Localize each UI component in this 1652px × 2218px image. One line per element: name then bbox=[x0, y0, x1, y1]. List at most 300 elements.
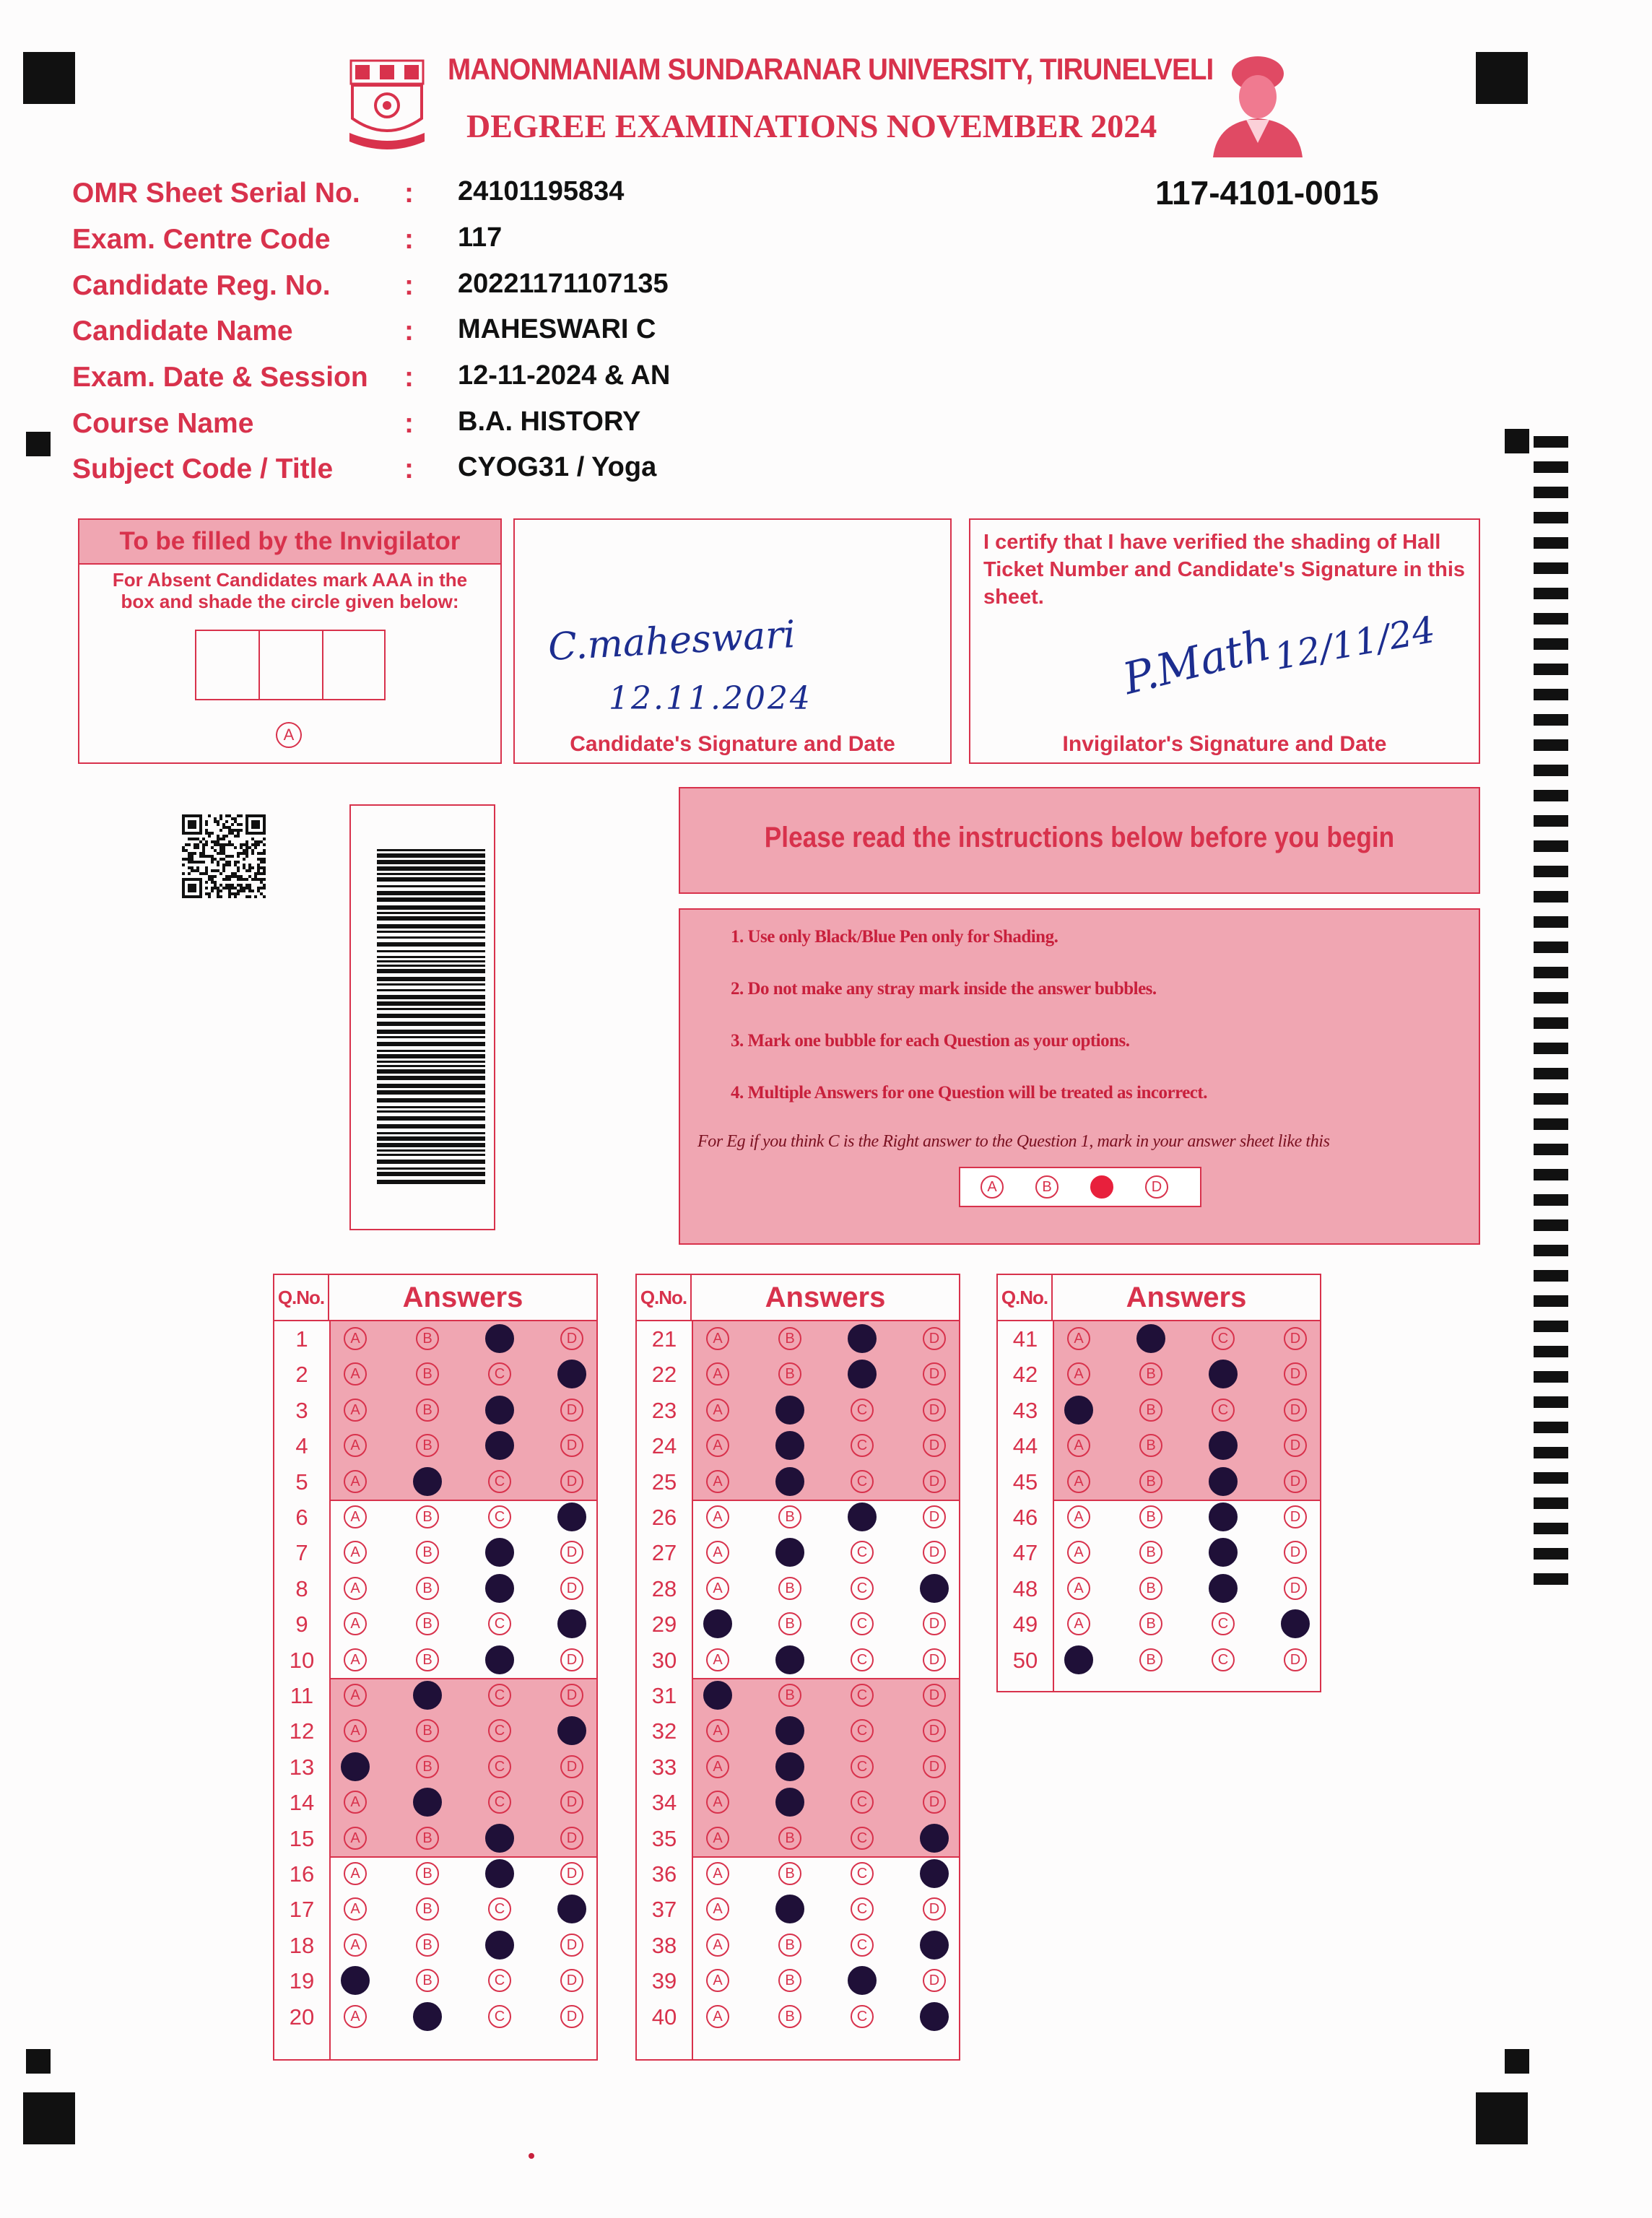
answer-bubble-b[interactable]: B bbox=[416, 1648, 439, 1671]
detail-colon: : bbox=[404, 408, 414, 439]
answer-bubble-b[interactable]: B bbox=[778, 1934, 801, 1957]
timing-mark bbox=[1534, 891, 1568, 903]
question-number: 14 bbox=[289, 1790, 315, 1816]
invigilator-sign-date: 12/11/24 bbox=[1271, 608, 1438, 679]
answer-bubble-c[interactable]: C bbox=[488, 1505, 511, 1528]
answer-bubble-a[interactable]: A bbox=[344, 1719, 367, 1742]
university-logo bbox=[347, 58, 427, 152]
question-row bbox=[998, 1357, 1320, 1392]
question-number: 46 bbox=[1012, 1505, 1038, 1530]
question-row bbox=[637, 1500, 959, 1535]
answer-bubble-c[interactable] bbox=[1209, 1431, 1238, 1460]
answer-bubble-a[interactable]: A bbox=[1067, 1612, 1090, 1635]
answer-bubble-c[interactable] bbox=[1209, 1538, 1238, 1567]
answer-bubble-a[interactable]: A bbox=[706, 1862, 729, 1885]
timing-mark bbox=[1534, 1043, 1568, 1054]
question-number: 50 bbox=[1012, 1647, 1038, 1673]
answer-bubble-d[interactable]: D bbox=[923, 1399, 946, 1422]
answer-bubble-b[interactable]: B bbox=[416, 1612, 439, 1635]
question-row bbox=[637, 1999, 959, 2035]
question-number: 49 bbox=[1012, 1612, 1038, 1638]
question-row bbox=[274, 1785, 596, 1820]
answer-bubble-d[interactable]: D bbox=[923, 1612, 946, 1635]
answer-bubble-b[interactable]: B bbox=[1139, 1399, 1162, 1422]
absent-mark-boxes[interactable] bbox=[195, 630, 386, 700]
question-number: 2 bbox=[295, 1362, 308, 1388]
question-number: 34 bbox=[651, 1790, 677, 1816]
answer-bubble-d[interactable] bbox=[920, 1859, 949, 1888]
answer-bubble-b[interactable] bbox=[775, 1467, 804, 1496]
timing-mark bbox=[1534, 1295, 1568, 1307]
question-number: 19 bbox=[289, 1968, 315, 1994]
question-number: 28 bbox=[651, 1575, 677, 1601]
answer-bubble-c[interactable] bbox=[485, 1324, 514, 1353]
answer-bubble-b[interactable]: B bbox=[778, 1577, 801, 1600]
answer-bubble-c[interactable] bbox=[485, 1645, 514, 1674]
answer-bubble-d[interactable] bbox=[920, 1931, 949, 1960]
stray-mark bbox=[529, 2153, 534, 2159]
answer-bubble-a[interactable]: A bbox=[344, 1541, 367, 1564]
answer-bubble-b[interactable]: B bbox=[778, 1362, 801, 1386]
question-row bbox=[274, 1713, 596, 1749]
question-number: 20 bbox=[289, 2004, 315, 2030]
question-row bbox=[637, 1535, 959, 1570]
answer-bubble-c[interactable] bbox=[485, 1859, 514, 1888]
answer-bubble-b[interactable]: B bbox=[778, 1827, 801, 1850]
answer-bubble-a[interactable]: A bbox=[1067, 1577, 1090, 1600]
sheet-code: 117-4101-0015 bbox=[1155, 174, 1379, 212]
answer-bubble-d[interactable] bbox=[557, 1895, 586, 1923]
answer-bubble-b[interactable]: B bbox=[1139, 1577, 1162, 1600]
answer-bubble-d[interactable]: D bbox=[923, 1327, 946, 1350]
timing-mark bbox=[1534, 638, 1568, 650]
answer-bubble-a[interactable]: A bbox=[344, 1470, 367, 1493]
answer-bubble-a[interactable]: A bbox=[706, 1577, 729, 1600]
detail-colon: : bbox=[404, 224, 414, 255]
answer-bubble-a[interactable]: A bbox=[344, 2005, 367, 2028]
answer-bubble-b[interactable]: B bbox=[416, 1934, 439, 1957]
answer-grid bbox=[996, 1274, 1321, 1692]
answer-bubble-c[interactable]: C bbox=[851, 1934, 874, 1957]
answer-bubble-d[interactable]: D bbox=[560, 1577, 583, 1600]
answer-bubble-c[interactable] bbox=[1209, 1360, 1238, 1388]
timing-mark bbox=[1534, 1447, 1568, 1458]
answer-bubble-c[interactable] bbox=[485, 1824, 514, 1853]
answer-bubble-a[interactable]: A bbox=[706, 1327, 729, 1350]
answer-bubble-d[interactable]: D bbox=[1284, 1505, 1307, 1528]
answers-header: Answers bbox=[402, 1282, 523, 1313]
timing-mark bbox=[1534, 588, 1568, 599]
answer-bubble-a[interactable]: A bbox=[344, 1505, 367, 1528]
answer-bubble-a[interactable]: A bbox=[344, 1577, 367, 1600]
answer-bubble-b[interactable]: B bbox=[778, 1612, 801, 1635]
answer-bubble-d[interactable]: D bbox=[560, 1541, 583, 1564]
answer-bubble-c[interactable]: C bbox=[488, 2005, 511, 2028]
question-number: 7 bbox=[295, 1540, 308, 1566]
question-number: 27 bbox=[651, 1540, 677, 1566]
answer-bubble-a[interactable]: A bbox=[706, 1897, 729, 1921]
answer-bubble-c[interactable]: C bbox=[1212, 1399, 1235, 1422]
answer-bubble-a[interactable]: A bbox=[706, 1470, 729, 1493]
answer-bubble-a[interactable]: A bbox=[706, 1362, 729, 1386]
detail-value: 20221171107135 bbox=[458, 269, 669, 299]
answer-bubble-a[interactable]: A bbox=[706, 1934, 729, 1957]
answer-bubble-a[interactable]: A bbox=[706, 1434, 729, 1457]
question-row bbox=[998, 1606, 1320, 1642]
answer-bubble-d[interactable]: D bbox=[560, 2005, 583, 2028]
registration-mark bbox=[1476, 2092, 1528, 2144]
answer-bubble-c[interactable]: C bbox=[851, 2005, 874, 2028]
answer-bubble-b[interactable]: B bbox=[416, 1969, 439, 1992]
answer-bubble-b[interactable] bbox=[775, 1645, 804, 1674]
answer-bubble-b[interactable]: B bbox=[416, 1719, 439, 1742]
answer-bubble-c[interactable]: C bbox=[851, 1612, 874, 1635]
answer-bubble-b[interactable]: B bbox=[416, 1399, 439, 1422]
answer-bubble-b[interactable]: B bbox=[416, 1897, 439, 1921]
answer-bubble-d[interactable]: D bbox=[1284, 1399, 1307, 1422]
answer-bubble-d[interactable] bbox=[1281, 1609, 1310, 1638]
answer-bubble-d[interactable]: D bbox=[923, 1505, 946, 1528]
detail-label: Exam. Centre Code bbox=[72, 224, 331, 255]
answer-bubble-c[interactable]: C bbox=[1212, 1327, 1235, 1350]
question-number: 48 bbox=[1012, 1575, 1038, 1601]
answer-bubble-b[interactable]: B bbox=[778, 1327, 801, 1350]
answer-bubble-d[interactable]: D bbox=[923, 1791, 946, 1814]
answer-bubble-d[interactable]: D bbox=[560, 1862, 583, 1885]
answer-bubble-c[interactable] bbox=[485, 1538, 514, 1567]
answer-bubble-d[interactable]: D bbox=[923, 1897, 946, 1921]
timing-mark bbox=[1534, 1017, 1568, 1029]
answer-bubble-b[interactable]: B bbox=[1139, 1505, 1162, 1528]
answer-bubble-c[interactable]: C bbox=[488, 1362, 511, 1386]
answer-bubble-d[interactable]: D bbox=[1284, 1327, 1307, 1350]
timing-mark bbox=[1534, 765, 1568, 776]
answer-bubble-c[interactable]: C bbox=[488, 1719, 511, 1742]
answer-bubble-d[interactable]: D bbox=[1284, 1577, 1307, 1600]
answer-bubble-b[interactable] bbox=[413, 1467, 442, 1496]
example-bubble: A bbox=[981, 1175, 1004, 1199]
answer-bubble-a[interactable]: A bbox=[344, 1362, 367, 1386]
answer-bubble-c[interactable] bbox=[848, 1324, 877, 1353]
answer-bubble-d[interactable] bbox=[920, 2002, 949, 2031]
question-row bbox=[274, 1749, 596, 1785]
candidate-signature-box bbox=[513, 518, 952, 764]
answer-bubble-d[interactable]: D bbox=[1284, 1434, 1307, 1457]
answer-bubble-a[interactable]: A bbox=[1067, 1470, 1090, 1493]
answer-bubble-c[interactable]: C bbox=[851, 1648, 874, 1671]
answer-bubble-b[interactable]: B bbox=[416, 1827, 439, 1850]
candidate-signature: C.maheswari bbox=[547, 613, 797, 669]
answer-bubble-a[interactable]: A bbox=[344, 1399, 367, 1422]
timing-mark bbox=[1534, 1169, 1568, 1180]
founder-portrait bbox=[1207, 52, 1308, 157]
timing-mark bbox=[1534, 815, 1568, 827]
timing-mark bbox=[1534, 1346, 1568, 1357]
answer-bubble-a[interactable]: A bbox=[1067, 1541, 1090, 1564]
question-number: 30 bbox=[651, 1647, 677, 1673]
timing-mark bbox=[1534, 1270, 1568, 1282]
answer-bubble-a[interactable]: A bbox=[706, 1399, 729, 1422]
answer-bubble-d[interactable]: D bbox=[560, 1470, 583, 1493]
question-row bbox=[637, 1643, 959, 1678]
answer-bubble-a[interactable]: A bbox=[344, 1791, 367, 1814]
answer-bubble-d[interactable]: D bbox=[560, 1684, 583, 1707]
answer-bubble-d[interactable]: D bbox=[1284, 1470, 1307, 1493]
answer-bubble-d[interactable] bbox=[557, 1716, 586, 1745]
answer-bubble-d[interactable]: D bbox=[923, 1755, 946, 1778]
answer-bubble-c[interactable]: C bbox=[851, 1399, 874, 1422]
answer-bubble-a[interactable] bbox=[341, 1752, 370, 1781]
answer-bubble-b[interactable]: B bbox=[416, 1862, 439, 1885]
answer-bubble-b[interactable]: B bbox=[416, 1577, 439, 1600]
question-number: 25 bbox=[651, 1469, 677, 1495]
answer-bubble-b[interactable] bbox=[775, 1716, 804, 1745]
answer-bubble-b[interactable]: B bbox=[1139, 1541, 1162, 1564]
answer-bubble-a[interactable]: A bbox=[706, 2005, 729, 2028]
answer-bubble-c[interactable]: C bbox=[851, 1755, 874, 1778]
question-row bbox=[637, 1785, 959, 1820]
answer-bubble-a[interactable]: A bbox=[344, 1327, 367, 1350]
detail-value: CYOG31 / Yoga bbox=[458, 452, 657, 482]
answer-bubble-a[interactable]: A bbox=[706, 1719, 729, 1742]
answer-bubble-b[interactable]: B bbox=[778, 2005, 801, 2028]
answer-bubble-d[interactable]: D bbox=[923, 1434, 946, 1457]
answer-bubble-c[interactable] bbox=[485, 1396, 514, 1425]
answer-bubble-a[interactable]: A bbox=[344, 1612, 367, 1635]
answer-bubble-b[interactable]: B bbox=[416, 1755, 439, 1778]
question-row bbox=[274, 1393, 596, 1428]
question-row bbox=[637, 1464, 959, 1500]
answer-bubble-a[interactable]: A bbox=[344, 1684, 367, 1707]
answer-bubble-c[interactable] bbox=[848, 1966, 877, 1995]
question-number: 44 bbox=[1012, 1433, 1038, 1459]
detail-colon: : bbox=[404, 453, 414, 484]
answer-bubble-c[interactable] bbox=[485, 1931, 514, 1960]
answer-bubble-a[interactable]: A bbox=[706, 1791, 729, 1814]
answer-bubble-a[interactable]: A bbox=[344, 1934, 367, 1957]
timing-mark bbox=[1534, 1472, 1568, 1484]
timing-mark bbox=[1534, 664, 1568, 675]
answer-bubble-a[interactable]: A bbox=[706, 1969, 729, 1992]
answer-bubble-b[interactable] bbox=[1136, 1324, 1165, 1353]
answer-bubble-d[interactable] bbox=[920, 1824, 949, 1853]
answer-bubble-d[interactable]: D bbox=[560, 1969, 583, 1992]
answer-bubble-c[interactable]: C bbox=[851, 1434, 874, 1457]
example-bubble: D bbox=[1145, 1175, 1168, 1199]
answer-bubble-c[interactable]: C bbox=[851, 1541, 874, 1564]
detail-label: Candidate Reg. No. bbox=[72, 270, 331, 301]
answer-bubble-b[interactable] bbox=[413, 1681, 442, 1710]
answer-bubble-b[interactable] bbox=[413, 2002, 442, 2031]
answer-bubble-b[interactable]: B bbox=[778, 1862, 801, 1885]
answer-bubble-a[interactable] bbox=[1064, 1396, 1093, 1425]
detail-label: Exam. Date & Session bbox=[72, 362, 368, 393]
answer-bubble-c[interactable]: C bbox=[851, 1862, 874, 1885]
answer-bubble-a[interactable]: A bbox=[1067, 1327, 1090, 1350]
answer-bubble-a[interactable]: A bbox=[706, 1505, 729, 1528]
answer-bubble-c[interactable] bbox=[1209, 1467, 1238, 1496]
answer-bubble-a[interactable]: A bbox=[706, 1541, 729, 1564]
answer-bubble-d[interactable]: D bbox=[1284, 1541, 1307, 1564]
answer-bubble-a[interactable]: A bbox=[1067, 1362, 1090, 1386]
timing-mark bbox=[1534, 562, 1568, 574]
detail-value: 12-11-2024 & AN bbox=[458, 360, 671, 391]
timing-mark bbox=[1534, 1321, 1568, 1332]
answer-bubble-c[interactable]: C bbox=[851, 1827, 874, 1850]
answer-bubble-b[interactable]: B bbox=[1139, 1434, 1162, 1457]
answer-bubble-b[interactable] bbox=[775, 1396, 804, 1425]
answer-bubble-a[interactable] bbox=[703, 1609, 732, 1638]
question-row bbox=[637, 1821, 959, 1856]
question-row bbox=[274, 1321, 596, 1357]
answer-bubble-c[interactable]: C bbox=[851, 1897, 874, 1921]
answer-bubble-c[interactable] bbox=[848, 1360, 877, 1388]
answer-bubble-c[interactable] bbox=[485, 1431, 514, 1460]
question-number: 9 bbox=[295, 1612, 308, 1638]
answer-bubble-b[interactable]: B bbox=[1139, 1648, 1162, 1671]
question-number: 23 bbox=[651, 1397, 677, 1423]
answer-bubble-c[interactable]: C bbox=[851, 1577, 874, 1600]
answer-bubble-c[interactable] bbox=[848, 1502, 877, 1531]
registration-mark bbox=[23, 52, 75, 104]
timing-mark bbox=[1534, 866, 1568, 877]
barcode-box bbox=[349, 804, 495, 1230]
example-bubble bbox=[1090, 1175, 1113, 1199]
answer-bubble-a[interactable]: A bbox=[344, 1434, 367, 1457]
answer-bubble-c[interactable]: C bbox=[488, 1969, 511, 1992]
answer-bubble-a[interactable]: A bbox=[344, 1648, 367, 1671]
answer-bubble-b[interactable] bbox=[413, 1788, 442, 1817]
answer-bubble-b[interactable]: B bbox=[416, 1362, 439, 1386]
answer-bubble-b[interactable]: B bbox=[1139, 1470, 1162, 1493]
answer-bubble-d[interactable]: D bbox=[1284, 1362, 1307, 1386]
answer-bubble-d[interactable]: D bbox=[923, 1470, 946, 1493]
question-row bbox=[637, 1963, 959, 1999]
answer-bubble-c[interactable]: C bbox=[488, 1755, 511, 1778]
answer-bubble-c[interactable]: C bbox=[488, 1470, 511, 1493]
answer-bubble-c[interactable]: C bbox=[851, 1791, 874, 1814]
answer-bubble-d[interactable]: D bbox=[923, 1541, 946, 1564]
question-number: 37 bbox=[651, 1897, 677, 1923]
answer-bubble-d[interactable]: D bbox=[560, 1827, 583, 1850]
answer-bubble-c[interactable]: C bbox=[851, 1719, 874, 1742]
answer-bubble-b[interactable]: B bbox=[416, 1505, 439, 1528]
instruction-3: 3. Mark one bubble for each Question as your options. bbox=[731, 1031, 1130, 1051]
certify-box bbox=[969, 518, 1480, 764]
answer-bubble-a[interactable]: A bbox=[706, 1755, 729, 1778]
answer-bubble-c[interactable]: C bbox=[1212, 1648, 1235, 1671]
answer-bubble-b[interactable] bbox=[775, 1752, 804, 1781]
question-number: 8 bbox=[295, 1575, 308, 1601]
answer-bubble-a[interactable]: A bbox=[1067, 1505, 1090, 1528]
answer-bubble-d[interactable]: D bbox=[923, 1719, 946, 1742]
answer-bubble-d[interactable]: D bbox=[923, 1362, 946, 1386]
answer-bubble-c[interactable]: C bbox=[488, 1684, 511, 1707]
timing-mark bbox=[1534, 1068, 1568, 1079]
answer-bubble-b[interactable]: B bbox=[1139, 1362, 1162, 1386]
answer-bubble-a[interactable]: A bbox=[344, 1897, 367, 1921]
question-row bbox=[274, 1821, 596, 1856]
answer-bubble-c[interactable]: C bbox=[1212, 1612, 1235, 1635]
detail-colon: : bbox=[404, 362, 414, 393]
question-number: 4 bbox=[295, 1433, 308, 1459]
answer-bubble-c[interactable]: C bbox=[851, 1470, 874, 1493]
answer-bubble-a[interactable]: A bbox=[344, 1862, 367, 1885]
answer-bubble-d[interactable]: D bbox=[560, 1434, 583, 1457]
answer-bubble-d[interactable] bbox=[557, 1609, 586, 1638]
answer-bubble-c[interactable] bbox=[485, 1574, 514, 1603]
question-row bbox=[274, 1464, 596, 1500]
question-row bbox=[274, 1643, 596, 1678]
answer-bubble-d[interactable] bbox=[557, 1502, 586, 1531]
answer-bubble-b[interactable]: B bbox=[416, 1327, 439, 1350]
answer-bubble-b[interactable]: B bbox=[778, 1505, 801, 1528]
answer-bubble-a[interactable]: A bbox=[706, 1827, 729, 1850]
answer-bubble-c[interactable]: C bbox=[851, 1684, 874, 1707]
question-number: 16 bbox=[289, 1861, 315, 1887]
answer-bubble-d[interactable]: D bbox=[560, 1399, 583, 1422]
answer-bubble-a[interactable]: A bbox=[344, 1827, 367, 1850]
answer-bubble-d[interactable] bbox=[557, 1360, 586, 1388]
answer-bubble-a[interactable] bbox=[1064, 1645, 1093, 1674]
timing-mark bbox=[1534, 1396, 1568, 1408]
registration-mark bbox=[1505, 2049, 1529, 2074]
answer-bubble-b[interactable] bbox=[775, 1538, 804, 1567]
answer-bubble-d[interactable]: D bbox=[923, 1684, 946, 1707]
answer-bubble-d[interactable]: D bbox=[1284, 1648, 1307, 1671]
answer-bubble-b[interactable] bbox=[775, 1895, 804, 1923]
answer-bubble-a[interactable] bbox=[341, 1966, 370, 1995]
answer-bubble-b[interactable]: B bbox=[416, 1434, 439, 1457]
question-row bbox=[274, 1428, 596, 1464]
answer-bubble-b[interactable]: B bbox=[778, 1969, 801, 1992]
answer-bubble-d[interactable]: D bbox=[560, 1755, 583, 1778]
answer-bubble-c[interactable]: C bbox=[488, 1897, 511, 1921]
answer-bubble-d[interactable]: D bbox=[923, 1969, 946, 1992]
answer-bubble-a[interactable]: A bbox=[1067, 1434, 1090, 1457]
instruction-1: 1. Use only Black/Blue Pen only for Shading. bbox=[731, 927, 1058, 947]
answer-bubble-c[interactable] bbox=[1209, 1502, 1238, 1531]
answer-bubble-d[interactable]: D bbox=[560, 1327, 583, 1350]
answer-bubble-b[interactable]: B bbox=[1139, 1612, 1162, 1635]
answer-bubble-c[interactable]: C bbox=[488, 1612, 511, 1635]
timing-mark bbox=[1534, 1371, 1568, 1383]
detail-value: MAHESWARI C bbox=[458, 314, 656, 344]
answer-bubble-a[interactable] bbox=[703, 1681, 732, 1710]
answer-bubble-d[interactable]: D bbox=[560, 1791, 583, 1814]
answer-bubble-b[interactable] bbox=[775, 1431, 804, 1460]
absent-circle[interactable]: A bbox=[276, 722, 302, 748]
qno-header: Q.No. bbox=[274, 1275, 329, 1320]
answer-bubble-c[interactable]: C bbox=[488, 1791, 511, 1814]
detail-colon: : bbox=[404, 270, 414, 301]
timing-mark bbox=[1534, 613, 1568, 625]
answer-bubble-c[interactable] bbox=[1209, 1574, 1238, 1603]
question-row bbox=[274, 1963, 596, 1999]
timing-mark bbox=[1534, 840, 1568, 852]
question-row bbox=[274, 1606, 596, 1642]
timing-mark bbox=[1534, 461, 1568, 473]
answer-bubble-b[interactable]: B bbox=[778, 1684, 801, 1707]
question-row bbox=[998, 1643, 1320, 1678]
answer-bubble-d[interactable]: D bbox=[560, 1648, 583, 1671]
answer-bubble-b[interactable]: B bbox=[416, 1541, 439, 1564]
answer-bubble-d[interactable]: D bbox=[560, 1934, 583, 1957]
answer-bubble-b[interactable] bbox=[775, 1788, 804, 1817]
answer-bubble-d[interactable] bbox=[920, 1574, 949, 1603]
answer-bubble-d[interactable]: D bbox=[923, 1648, 946, 1671]
answer-bubble-a[interactable]: A bbox=[706, 1648, 729, 1671]
